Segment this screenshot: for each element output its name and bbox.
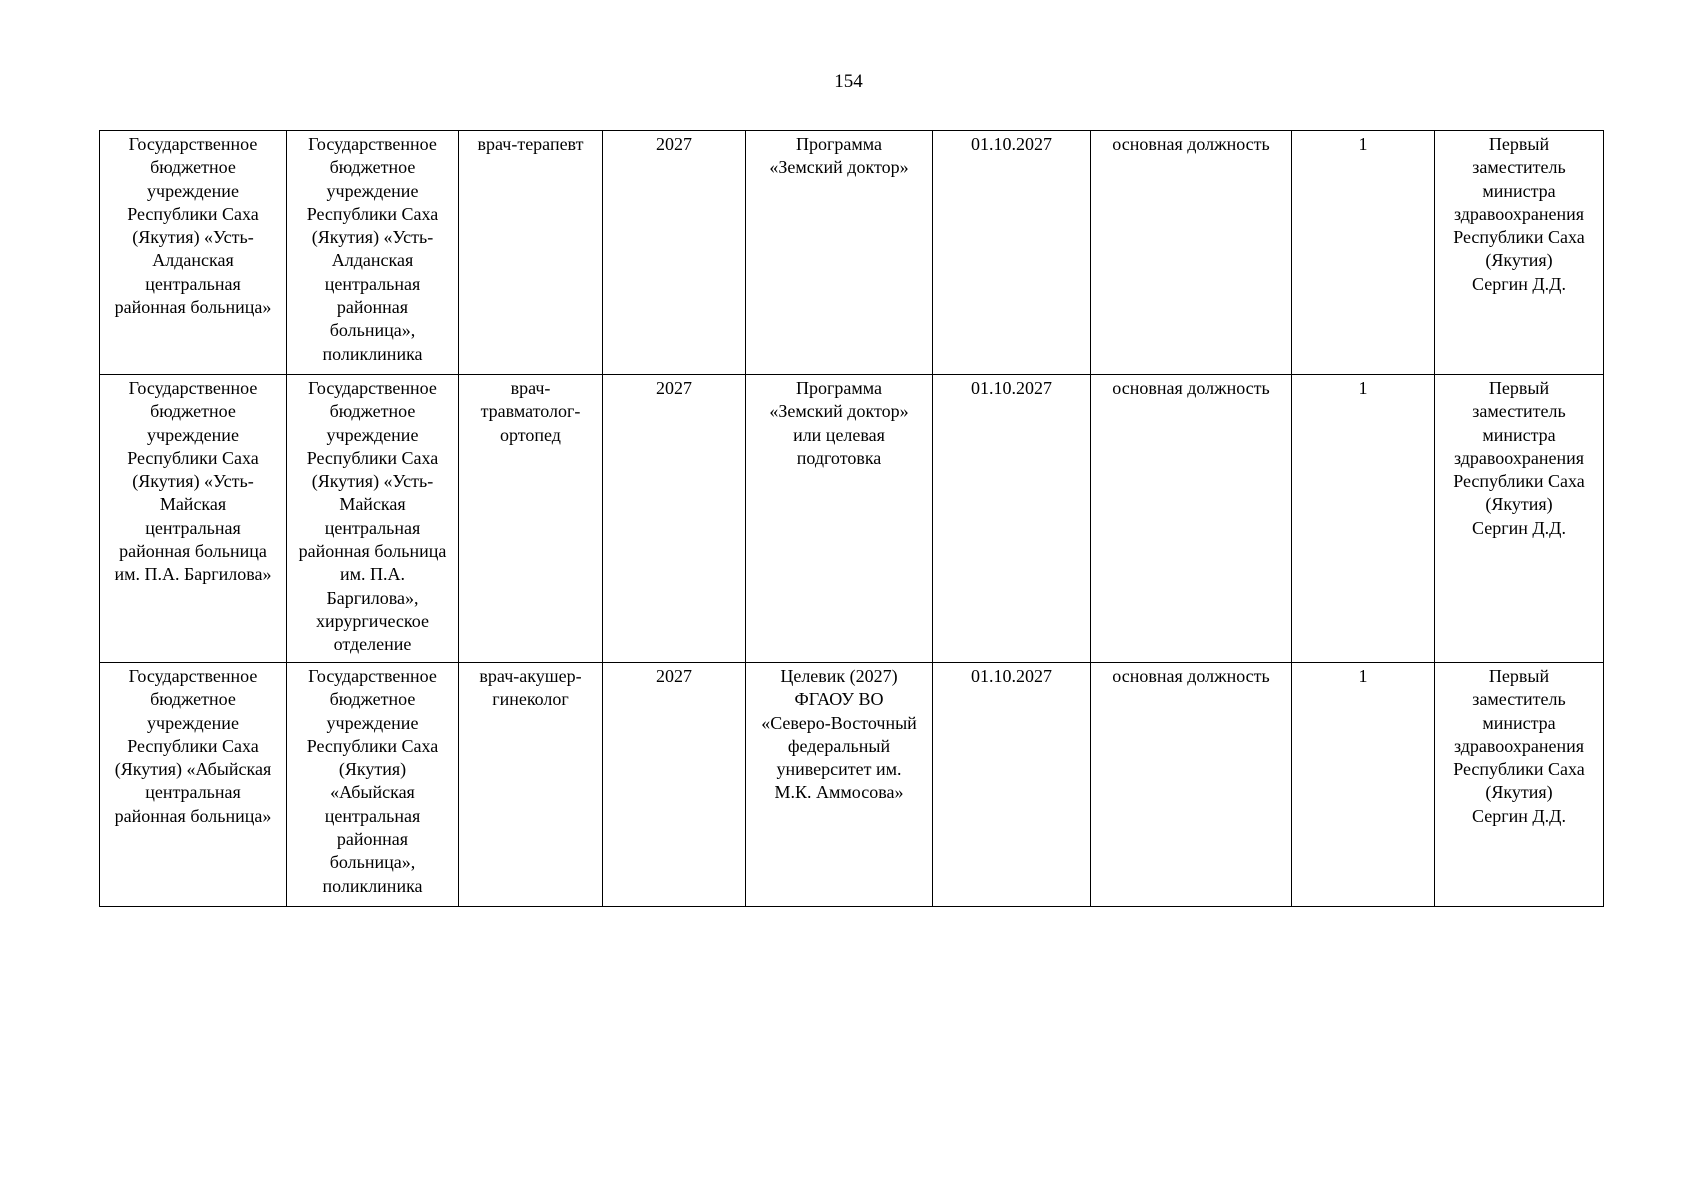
unit-cell: Государственное бюджетное учреждение Республики Саха (Якутия) «Усть- Майская центральная районная больница им. П.А. Баргилова», хирургическое отделение (287, 375, 459, 663)
vacancy-table (99, 130, 1604, 907)
program-cell: Программа «Земский доктор» (746, 131, 933, 375)
organization-cell: Государственное бюджетное учреждение Республики Саха (Якутия) «Абыйская центральная районная больница» (100, 663, 287, 907)
date-cell: 01.10.2027 (933, 663, 1091, 907)
year-cell: 2027 (603, 375, 746, 663)
position-cell: врач-терапевт (459, 131, 603, 375)
organization-cell: Государственное бюджетное учреждение Республики Саха (Якутия) «Усть- Алданская центральная районная больница» (100, 131, 287, 375)
table-row (100, 663, 1604, 907)
responsible-cell: Первый заместитель министра здравоохранения Республики Саха (Якутия) Сергин Д.Д. (1435, 663, 1604, 907)
position-cell: врач- травматолог- ортопед (459, 375, 603, 663)
employment-cell: основная должность (1091, 663, 1292, 907)
responsible-cell: Первый заместитель министра здравоохранения Республики Саха (Якутия) Сергин Д.Д. (1435, 375, 1604, 663)
table-row (100, 131, 1604, 375)
year-cell: 2027 (603, 131, 746, 375)
date-cell: 01.10.2027 (933, 131, 1091, 375)
employment-cell: основная должность (1091, 375, 1292, 663)
unit-cell: Государственное бюджетное учреждение Республики Саха (Якутия) «Абыйская центральная районная больница», поликлиника (287, 663, 459, 907)
organization-cell: Государственное бюджетное учреждение Республики Саха (Якутия) «Усть- Майская центральная районная больница им. П.А. Баргилова» (100, 375, 287, 663)
date-cell: 01.10.2027 (933, 375, 1091, 663)
year-cell: 2027 (603, 663, 746, 907)
page-number: 154 (834, 71, 863, 92)
table-row (100, 375, 1604, 663)
count-cell: 1 (1292, 375, 1435, 663)
program-cell: Программа «Земский доктор» или целевая подготовка (746, 375, 933, 663)
unit-cell: Государственное бюджетное учреждение Республики Саха (Якутия) «Усть- Алданская центральная районная больница», поликлиника (287, 131, 459, 375)
position-cell: врач-акушер- гинеколог (459, 663, 603, 907)
employment-cell: основная должность (1091, 131, 1292, 375)
program-cell: Целевик (2027) ФГАОУ ВО «Северо-Восточный федеральный университет им. М.К. Аммосова» (746, 663, 933, 907)
responsible-cell: Первый заместитель министра здравоохранения Республики Саха (Якутия) Сергин Д.Д. (1435, 131, 1604, 375)
count-cell: 1 (1292, 131, 1435, 375)
count-cell: 1 (1292, 663, 1435, 907)
